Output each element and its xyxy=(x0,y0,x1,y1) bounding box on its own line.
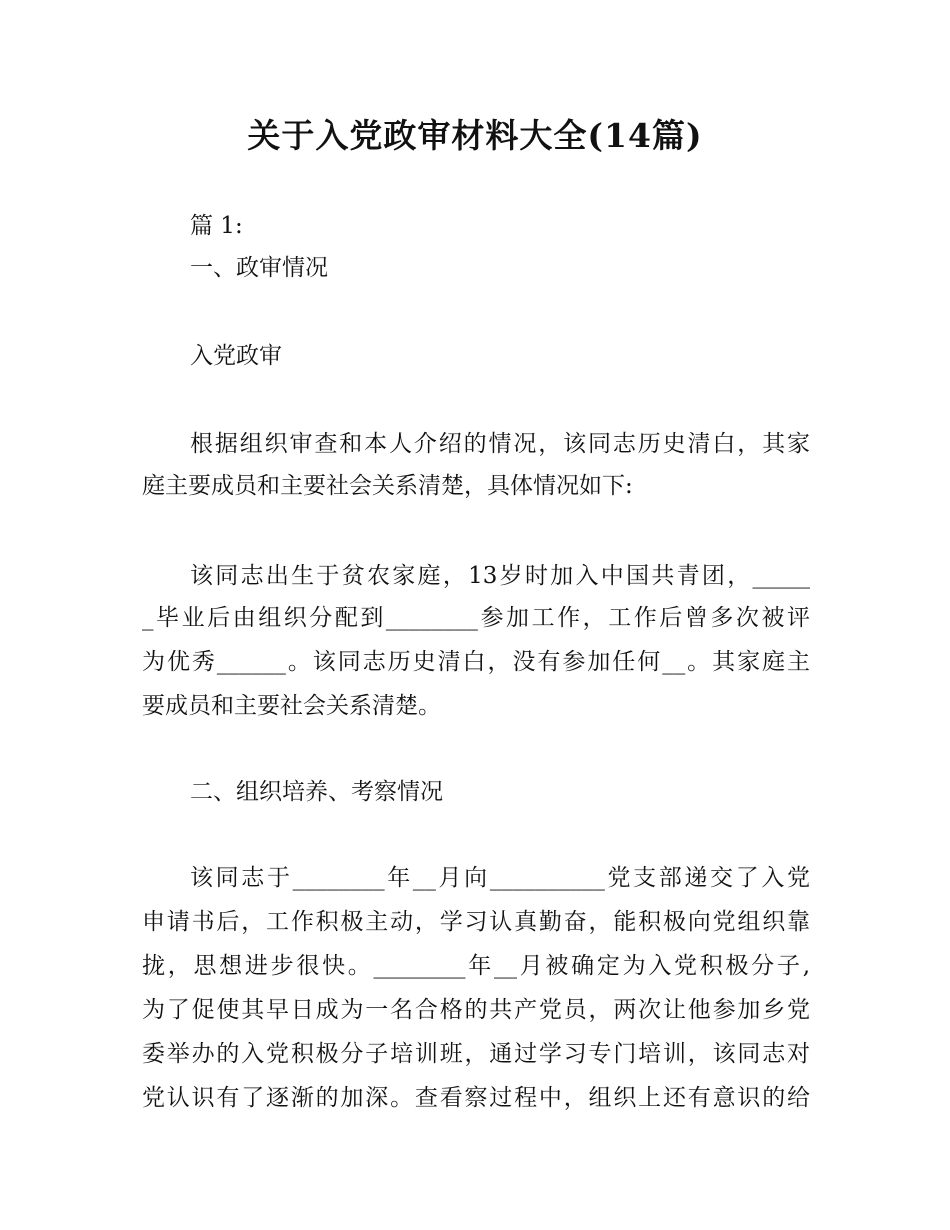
chapter-label: 篇 1: xyxy=(190,213,243,239)
paragraph-line: 该同志于________年__月向__________党支部递交了入党 xyxy=(190,865,810,891)
paragraph-line: 党认识有了逐渐的加深。查看察过程中，组织上还有意识的给 xyxy=(142,1085,810,1111)
paragraph-line: 该同志出生于贫农家庭，13岁时加入中国共青团，_____ xyxy=(190,563,810,589)
section-heading-political-review: 一、政审情况 xyxy=(190,255,328,281)
paragraph-line: 委举办的入党积极分子培训班，通过学习专门培训，该同志对 xyxy=(142,1041,810,1067)
section-heading-training: 二、组织培养、考察情况 xyxy=(190,779,443,805)
document-title: 关于入党政审材料大全(14篇) xyxy=(247,116,703,155)
paragraph-line: 拢，思想进步很快。________年__月被确定为入党积极分子, xyxy=(142,953,810,979)
subheading-party-review: 入党政审 xyxy=(190,343,282,369)
paragraph-line: 根据组织审查和本人介绍的情况，该同志历史清白，其家 xyxy=(190,431,810,457)
paragraph-line: _毕业后由组织分配到________参加工作，工作后曾多次被评 xyxy=(142,605,810,631)
paragraph-line: 庭主要成员和主要社会关系清楚，具体情况如下: xyxy=(142,473,633,499)
paragraph-line: 申请书后，工作积极主动，学习认真勤奋，能积极向党组织靠 xyxy=(142,909,810,935)
paragraph-line: 为了促使其早日成为一名合格的共产党员，两次让他参加乡党 xyxy=(142,997,810,1023)
paragraph-line: 要成员和主要社会关系清楚。 xyxy=(142,693,441,719)
paragraph-line: 为优秀______。该同志历史清白，没有参加任何__。其家庭主 xyxy=(142,649,810,675)
